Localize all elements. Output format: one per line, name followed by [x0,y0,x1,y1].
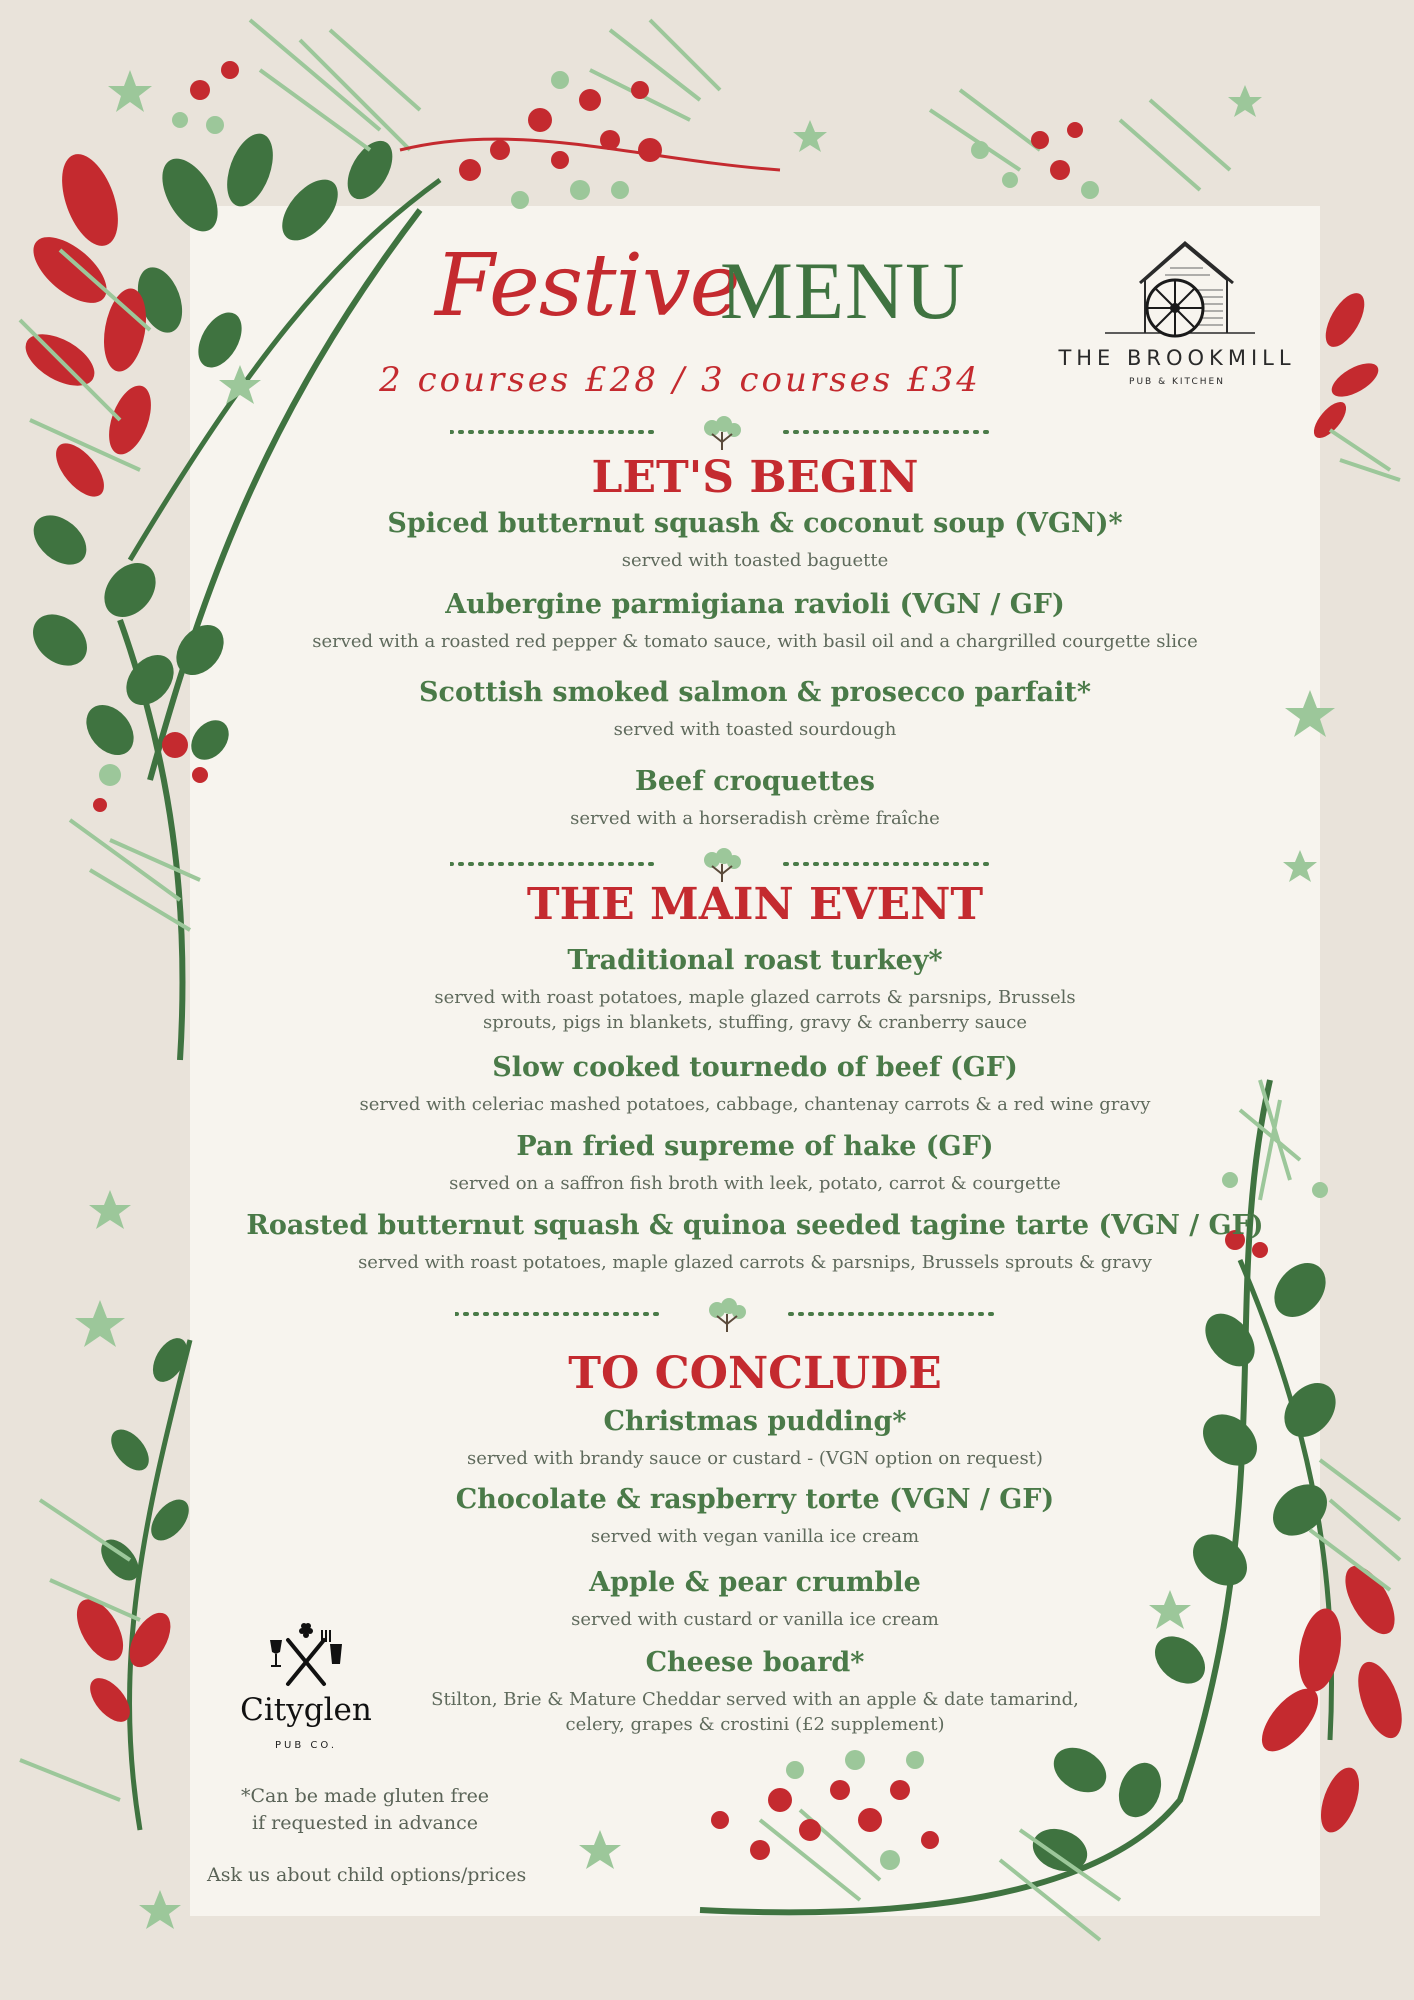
dish-name: Scottish smoked salmon & prosecco parfait* [419,677,1091,708]
brand-name: THE BROOKMILL [1058,346,1296,370]
section-title-to-conclude: TO CONCLUDE [568,1348,942,1399]
dish-description: served with a roasted red pepper & tomato sauce, with basil oil and a chargrilled courgette slice [312,631,1198,652]
company-subtitle: PUB CO. [274,1740,337,1751]
section-divider [450,414,995,454]
dish-description: served with toasted baguette [621,550,889,571]
dish-description: served with brandy sauce or custard - (VGN option on request) [467,1448,1043,1469]
dish-description: served with a horseradish crème fraîche [570,808,940,829]
dish-description: served with celeriac mashed potatoes, cabbage, chantenay carrots & a red wine gravy [359,1094,1151,1115]
dish-name: Pan fried supreme of hake (GF) [516,1131,994,1162]
bottom-left-foliage [20,1332,196,1830]
dish-name: Traditional roast turkey* [567,945,943,976]
dish-name: Spiced butternut squash & coconut soup (VGN)* [387,508,1123,539]
company-name: Cityglen [240,1692,372,1728]
dish-description: Stilton, Brie & Mature Cheddar served with an apple & date tamarind, celery, grapes & crostini (£2 supplement) [431,1689,1079,1735]
dish-name: Cheese board* [645,1647,865,1678]
dish-name: Beef croquettes [635,766,875,797]
cityglen-cutlery-logo [266,1622,346,1692]
dish-name: Christmas pudding* [603,1406,907,1437]
dish-description: served with roast potatoes, maple glazed carrots & parsnips, Brussels sprouts & gravy [358,1252,1152,1273]
dish-description: served with vegan vanilla ice cream [590,1526,920,1547]
dish-name: Roasted butternut squash & quinoa seeded tagine tarte (VGN / GF) [246,1210,1264,1241]
dish-name: Aubergine parmigiana ravioli (VGN / GF) [445,589,1065,620]
section-title-lets-begin: LET'S BEGIN [591,452,919,503]
festive-title-script: Festive [435,236,740,336]
brand-subtitle: PUB & KITCHEN [1129,377,1225,387]
gluten-free-note: *Can be made gluten free if requested in advance [240,1785,490,1834]
child-options-note: Ask us about child options/prices [207,1864,527,1886]
dish-name: Chocolate & raspberry torte (VGN / GF) [455,1484,1055,1515]
menu-title: MENU [720,245,966,336]
dish-description: served with custard or vanilla ice cream [571,1609,939,1630]
course-prices: 2 courses £28 / 3 courses £34 [379,360,981,400]
section-divider [455,1296,1000,1336]
dish-name: Slow cooked tournedo of beef (GF) [492,1052,1018,1083]
brookmill-mill-logo [1045,235,1305,345]
dish-description: served with toasted sourdough [613,719,897,740]
dish-name: Apple & pear crumble [589,1567,921,1598]
dish-description: served on a saffron fish broth with leek, potato, carrot & courgette [449,1173,1061,1194]
dish-description: served with roast potatoes, maple glazed carrots & parsnips, Brussels sprouts, pigs in blankets, stuffing, gravy & cranberry sauce [434,987,1076,1033]
section-title-main-event: THE MAIN EVENT [526,879,984,930]
